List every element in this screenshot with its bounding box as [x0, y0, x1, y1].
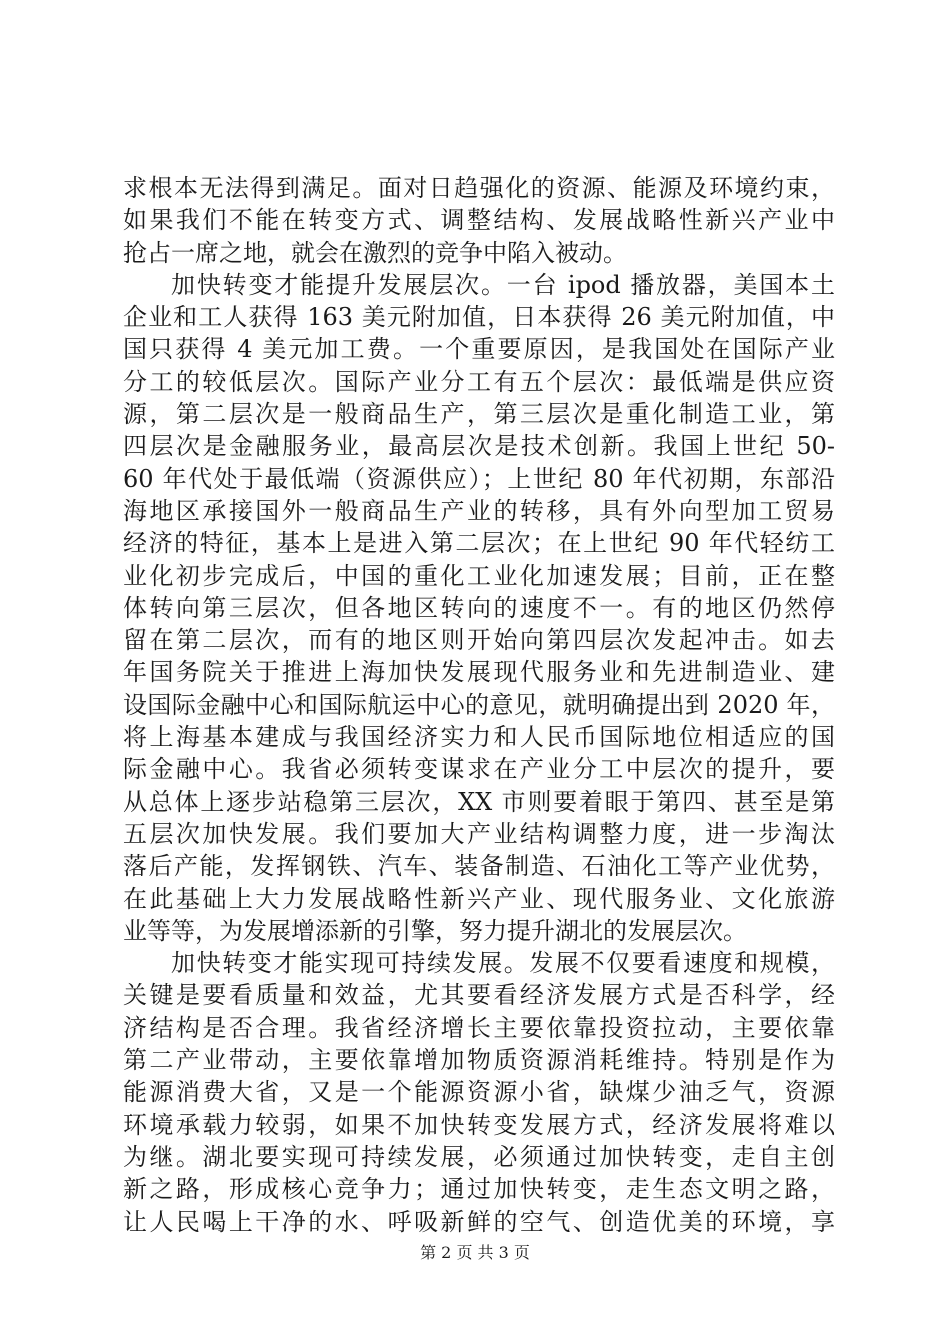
text-line: 经济的特征，基本上是进入第二层次；在上世纪 90 年代轻纺工 [123, 529, 835, 558]
text-line: 将上海基本建成与我国经济实力和人民币国际地位相适应的国 [123, 723, 835, 752]
text-line: 际金融中心。我省必须转变谋求在产业分工中层次的提升，要 [123, 755, 835, 784]
text-line: 济结构是否合理。我省经济增长主要依靠投资拉动，主要依靠 [123, 1013, 835, 1042]
text-line: 海地区承接国外一般商品生产业的转移，具有外向型加工贸易 [123, 496, 835, 525]
text-line: 五层次加快发展。我们要加大产业结构调整力度，进一步淘汰 [123, 819, 835, 848]
paragraph [123, 172, 835, 269]
text-line: 国只获得 4 美元加工费。一个重要原因，是我国处在国际产业 [123, 335, 835, 364]
text-line: 60 年代处于最低端（资源供应）；上世纪 80 年代初期，东部沿 [123, 464, 835, 493]
text-line: 加快转变才能实现可持续发展。发展不仅要看速度和规模， [171, 949, 835, 978]
text-line: 体转向第三层次，但各地区转向的速度不一。有的地区仍然停 [123, 593, 835, 622]
text-line: 落后产能，发挥钢铁、汽车、装备制造、石油化工等产业优势， [123, 852, 835, 881]
paragraph [123, 269, 835, 947]
text-line: 让人民喝上干净的水、呼吸新鲜的空气、创造优美的环境，享 [123, 1207, 835, 1236]
text-line: 求根本无法得到满足。面对日趋强化的资源、能源及环境约束， [123, 174, 835, 202]
text-line: 企业和工人获得 163 美元附加值，日本获得 26 美元附加值，中 [123, 303, 835, 332]
page-footer: 第 2 页 共 3 页 [420, 1243, 530, 1262]
text-line: 分工的较低层次。国际产业分工有五个层次：最低端是供应资 [123, 367, 835, 396]
document-body [123, 172, 835, 1238]
text-line: 环境承载力较弱，如果不加快转变发展方式，经济发展将难以 [123, 1110, 835, 1139]
text-line: 设国际金融中心和国际航运中心的意见，就明确提出到 2020 年， [123, 690, 835, 719]
text-line: 第二产业带动，主要依靠增加物质资源消耗维持。特别是作为 [123, 1046, 835, 1075]
text-line: 年国务院关于推进上海加快发展现代服务业和先进制造业、建 [123, 658, 835, 687]
text-line: 在此基础上大力发展战略性新兴产业、现代服务业、文化旅游 [123, 884, 835, 913]
text-line: 源，第二层次是一般商品生产，第三层次是重化制造工业，第 [123, 400, 835, 429]
text-line: 四层次是金融服务业，最高层次是技术创新。我国上世纪 50- [123, 432, 835, 461]
text-line: 加快转变才能提升发展层次。一台 ipod 播放器，美国本土 [171, 270, 835, 299]
text-line: 新之路，形成核心竞争力；通过加快转变，走生态文明之路， [123, 1175, 835, 1204]
text-line: 关键是要看质量和效益，尤其要看经济发展方式是否科学，经 [123, 981, 835, 1010]
text-line: 留在第二层次，而有的地区则开始向第四层次发起冲击。如去 [123, 626, 835, 655]
text-line: 从总体上逐步站稳第三层次，XX 市则要着眼于第四、甚至是第 [123, 787, 835, 816]
text-line: 抢占一席之地，就会在激烈的竞争中陷入被动。 [123, 238, 627, 267]
text-line: 能源消费大省，又是一个能源资源小省，缺煤少油乏气，资源 [123, 1078, 835, 1107]
text-line: 业化初步完成后，中国的重化工业化加速发展；目前，正在整 [123, 561, 835, 590]
paragraph [123, 947, 835, 1238]
text-line: 为继。湖北要实现可持续发展，必须通过加快转变，走自主创 [123, 1142, 835, 1171]
text-line: 业等等，为发展增添新的引擎，努力提升湖北的发展层次。 [123, 916, 747, 945]
text-line: 如果我们不能在转变方式、调整结构、发展战略性新兴产业中 [123, 206, 835, 235]
